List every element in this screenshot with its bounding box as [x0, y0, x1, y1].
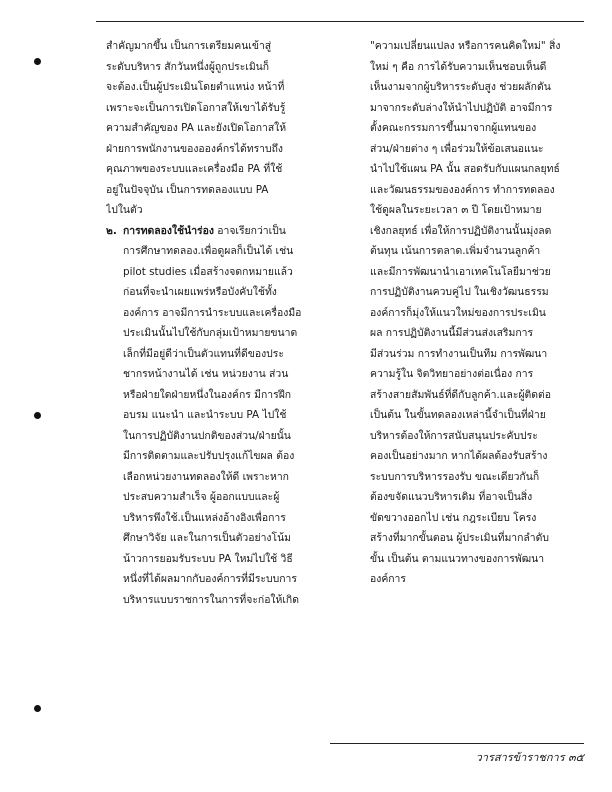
text-line: น้าวการยอมรับระบบ PA ใหม่ไปใช้ วิธี: [123, 552, 293, 565]
text-line: เล็กที่มีอยู่ดีว่าเป็นตัวแทนที่ดีของประ: [123, 347, 284, 360]
list-item-heading: [106, 221, 331, 242]
text-line: เพราะจะเป็นการเปิดโอกาสให้เขาได้รับรู้: [106, 101, 286, 114]
text-line: มีส่วนร่วม การทำงานเป็นทีม การพัฒนา: [370, 347, 548, 360]
text-line: ประสบความสำเร็จ ผู้ออกแบบและผู้: [123, 491, 280, 503]
left-column: [106, 36, 331, 610]
text-line: สร้างที่มากขั้นตอน ผู้ประเมินที่มากลำดับ: [370, 532, 549, 544]
text-line: บริหารแบบราชการในการที่จะก่อให้เกิด: [123, 593, 299, 606]
list-item-title: การทดลองใช้นำร่อง: [123, 224, 214, 237]
text-line: บริหารพึงใช้.เป็นแหล่งอ้างอิงเพื่อการ: [123, 511, 286, 524]
text-line: เชิงกลยุทธ์ เพื่อให้การปฏิบัติงานนั้นมุ่งลด: [370, 224, 552, 237]
text-line: ต้องขจัดแนวบริหารเดิม ที่อาจเป็นสิ่ง: [370, 491, 533, 503]
text-line: องค์การ อาจมีการนำระบบและเครื่องมือ: [123, 306, 302, 319]
text-line: ต้นทุน เน้นการตลาด.เพิ่มจำนวนลูกค้า: [370, 245, 541, 257]
text-line: และวัฒนธรรมขององค์การ ทำการทดลอง: [370, 183, 555, 196]
text-line: ในการปฏิบัติงานปกติของส่วน/ฝ่ายนั้น: [123, 429, 291, 442]
text-line: ฝ่ายการพนักงานของอองค์กรได้ทราบถึง: [106, 142, 283, 155]
text-line: ระดับบริหาร สักวันหนึ่งผู้ถูกประเมินก็: [106, 60, 270, 73]
text-line: การศึกษาทดลอง.เพื่อดูผลก็เป็นได้ เช่น: [123, 245, 294, 257]
text-line: ศึกษาวิจัย และในการเป็นตัวอย่างโน้ม: [123, 532, 292, 544]
text-fragment: อาจเรียกว่าเป็น: [217, 224, 286, 237]
top-rule: [96, 21, 584, 22]
text-line: ความรู้ใน จิตวิทยาอย่างต่อเนื่อง การ: [370, 368, 534, 380]
text-line: และมีการพัฒนานำเอาเทคโนโลยีมาช่วย: [370, 265, 551, 278]
text-line: ส่วน/ฝ่ายต่าง ๆ เพื่อร่วมให้ข้อเสนอแนะ: [370, 142, 544, 155]
text-line: ไปในตัว: [106, 204, 143, 216]
text-line: ใช้ดูผลในระยะเวลา ๓ ปี โดยเป้าหมาย: [370, 204, 542, 216]
text-line: อยู่ในปัจจุบัน เป็นการทดลองแบบ PA: [106, 183, 269, 196]
text-line: คุณภาพของระบบและเครื่องมือ PA ที่ใช้: [106, 163, 283, 175]
text-line: ประเมินนั้นไปใช้กับกลุ่มเป้าหมายขนาด: [123, 327, 298, 339]
text-line: ความสำคัญของ PA และยังเปิดโอกาสให้: [106, 122, 287, 134]
list-item-number: ๒.: [106, 224, 117, 237]
text-line: "ความเปลี่ยนแปลง หรือการคนคิดใหม่" สิ่ง: [370, 40, 561, 52]
text-line: ระบบการบริหารรองรับ ขณะเดียวกันก็: [370, 470, 540, 483]
text-line: เป็นต้น ในขั้นทดลองเหล่านี้จำเป็นที่ฝ่าย: [370, 409, 546, 421]
text-line: ใหม่ ๆ คือ การได้รับความเห็นชอบเห็นดี: [370, 60, 547, 73]
text-line: สร้างสายสัมพันธ์ที่ดีกับลูกค้า.และผู้ติดต่อ: [370, 388, 552, 401]
text-line: จะต้อง.เป็นผู้ประเมินโดยตำแหน่ง หน้าที่: [106, 81, 285, 93]
text-line: คองเป็นอย่างมาก หากได้ผลต้องรับสร้าง: [370, 450, 548, 462]
text-line: ตั้งคณะกรรมการขึ้นมาจากผู้แทนของ: [370, 122, 537, 134]
text-line: เห็นงามจากผู้บริหารระดับสูง ช่วยผลักดัน: [370, 81, 551, 93]
punch-hole-mark: [34, 705, 41, 712]
punch-hole-mark: [34, 412, 41, 419]
page-footer: วารสารข้าราชการ ๓๕: [475, 751, 584, 764]
text-line: การปฏิบัติงานควบคู่ไป ในเชิงวัฒนธรรม: [370, 286, 549, 298]
text-line: ชากรหน้างานได้ เช่น หน่วยงาน ส่วน: [123, 368, 289, 380]
text-line: pilot studies เมื่อสร้างจดกหมายแล้ว: [123, 265, 293, 278]
text-line: เลือกหน่วยงานทดลองให้ดี เพราะหาก: [123, 470, 289, 483]
text-line: ก่อนที่จะนำเผยแพร่หรือบังคับใช้ทั้ง: [123, 286, 277, 298]
text-line: ขั้น เป็นต้น ตามแนวทางของการพัฒนา: [370, 552, 545, 565]
right-column: [370, 36, 580, 590]
text-line: องค์การ: [370, 573, 406, 585]
text-line: องค์การก็มุ่งให้แนวใหม่ของการประเมิน: [370, 306, 546, 319]
text-line: บริหารต้องให้การสนับสนุนประคับประ: [370, 429, 538, 442]
text-line: นำไปใช้แผน PA นั้น สอดรับกับแผนกลยุทธ์: [370, 163, 560, 175]
footer-rule: [330, 743, 584, 744]
text-line: สำคัญมากขึ้น เป็นการเตรียมคนเข้าสู่: [106, 40, 272, 52]
text-line: มาจากระดับล่างให้นำไปปฏิบัติ อาจมีการ: [370, 101, 553, 114]
text-line: อบรม แนะนำ และนำระบบ PA ไปใช้: [123, 409, 287, 421]
punch-hole-mark: [34, 58, 41, 65]
text-line: หนึ่งที่ได้ผลมากกับองค์การที่มีระบบการ: [123, 573, 297, 585]
text-line: มีการติดตามและปรับปรุงแก้ไขผล ต้อง: [123, 450, 295, 462]
text-line: ขัดขวางออกไป เช่น กฎระเบียบ โครง: [370, 511, 537, 524]
text-line: ผล การปฏิบัติงานนี้มีส่วนส่งเสริมการ: [370, 327, 534, 339]
text-line: หรือฝ่ายใดฝ่ายหนึ่งในองค์กร มีการฝึก: [123, 388, 292, 401]
